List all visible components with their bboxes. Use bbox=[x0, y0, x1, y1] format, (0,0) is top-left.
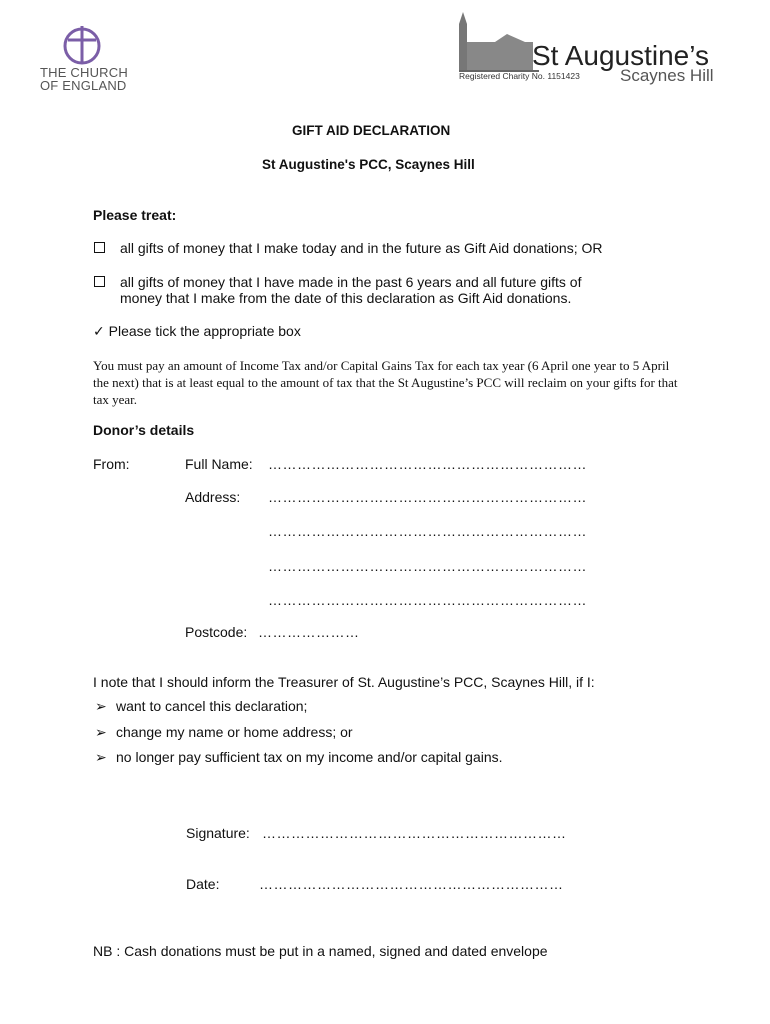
notice-item: no longer pay sufficient tax on my income and/or capital gains. bbox=[116, 749, 503, 765]
church-location: Scaynes Hill bbox=[620, 66, 714, 85]
address-field-line4[interactable]: ………………………………………………………… bbox=[268, 592, 587, 608]
full-name-field[interactable]: ………………………………………………………… bbox=[268, 456, 587, 472]
church-of-england-text bbox=[40, 66, 128, 92]
option1-checkbox[interactable] bbox=[94, 242, 105, 253]
postcode-label: Postcode: bbox=[185, 624, 248, 640]
notice-item: want to cancel this declaration; bbox=[116, 698, 308, 714]
address-field-line3[interactable]: ………………………………………………………… bbox=[268, 558, 587, 574]
page-title: GIFT AID DECLARATION bbox=[292, 123, 451, 138]
signature-label: Signature: bbox=[186, 825, 250, 841]
nb-note: NB : Cash donations must be put in a named, signed and dated envelope bbox=[93, 943, 548, 959]
date-field[interactable]: ……………………………………………………… bbox=[259, 876, 564, 892]
church-name: St Augustine’s bbox=[532, 40, 709, 71]
option2-checkbox[interactable] bbox=[94, 276, 105, 287]
tax-notice: You must pay an amount of Income Tax and/or Capital Gains Tax for each tax year (6 April one year to 5 April the next) that is at least equal to the amount of tax that the St Augustine’s PCC will reclaim on your gifts for that tax year. bbox=[93, 358, 678, 407]
page-subtitle: St Augustine's PCC, Scaynes Hill bbox=[262, 157, 475, 172]
option2-text-line2: money that I make from the date of this declaration as Gift Aid donations. bbox=[120, 290, 572, 306]
address-label: Address: bbox=[185, 489, 241, 505]
arrow-bullet-icon: ➢ bbox=[95, 749, 107, 765]
address-field-line1[interactable]: ………………………………………………………… bbox=[268, 489, 587, 505]
full-name-label: Full Name: bbox=[185, 456, 253, 472]
option1-text: all gifts of money that I make today and in the future as Gift Aid donations; OR bbox=[120, 240, 603, 256]
from-label: From: bbox=[93, 456, 130, 472]
notice-intro: I note that I should inform the Treasurer of St. Augustine’s PCC, Scaynes Hill, if I: bbox=[93, 674, 595, 690]
tick-instruction: ✓ Please tick the appropriate box bbox=[93, 323, 301, 339]
coe-text-line1: THE CHURCH bbox=[40, 65, 128, 80]
arrow-bullet-icon: ➢ bbox=[95, 698, 107, 714]
date-label: Date: bbox=[186, 876, 220, 892]
coe-text-line2: OF ENGLAND bbox=[40, 78, 127, 93]
address-field-line2[interactable]: ………………………………………………………… bbox=[268, 523, 587, 539]
notice-item: change my name or home address; or bbox=[116, 724, 353, 740]
donor-details-heading: Donor’s details bbox=[93, 422, 195, 438]
charity-number: Registered Charity No. 1151423 bbox=[459, 71, 580, 81]
signature-field[interactable]: ……………………………………………………… bbox=[262, 825, 567, 841]
please-treat-heading: Please treat: bbox=[93, 207, 177, 223]
postcode-field[interactable]: ………………… bbox=[258, 624, 360, 640]
option2-text-line1: all gifts of money that I have made in the past 6 years and all future gifts of bbox=[120, 274, 582, 290]
arrow-bullet-icon: ➢ bbox=[95, 724, 107, 740]
